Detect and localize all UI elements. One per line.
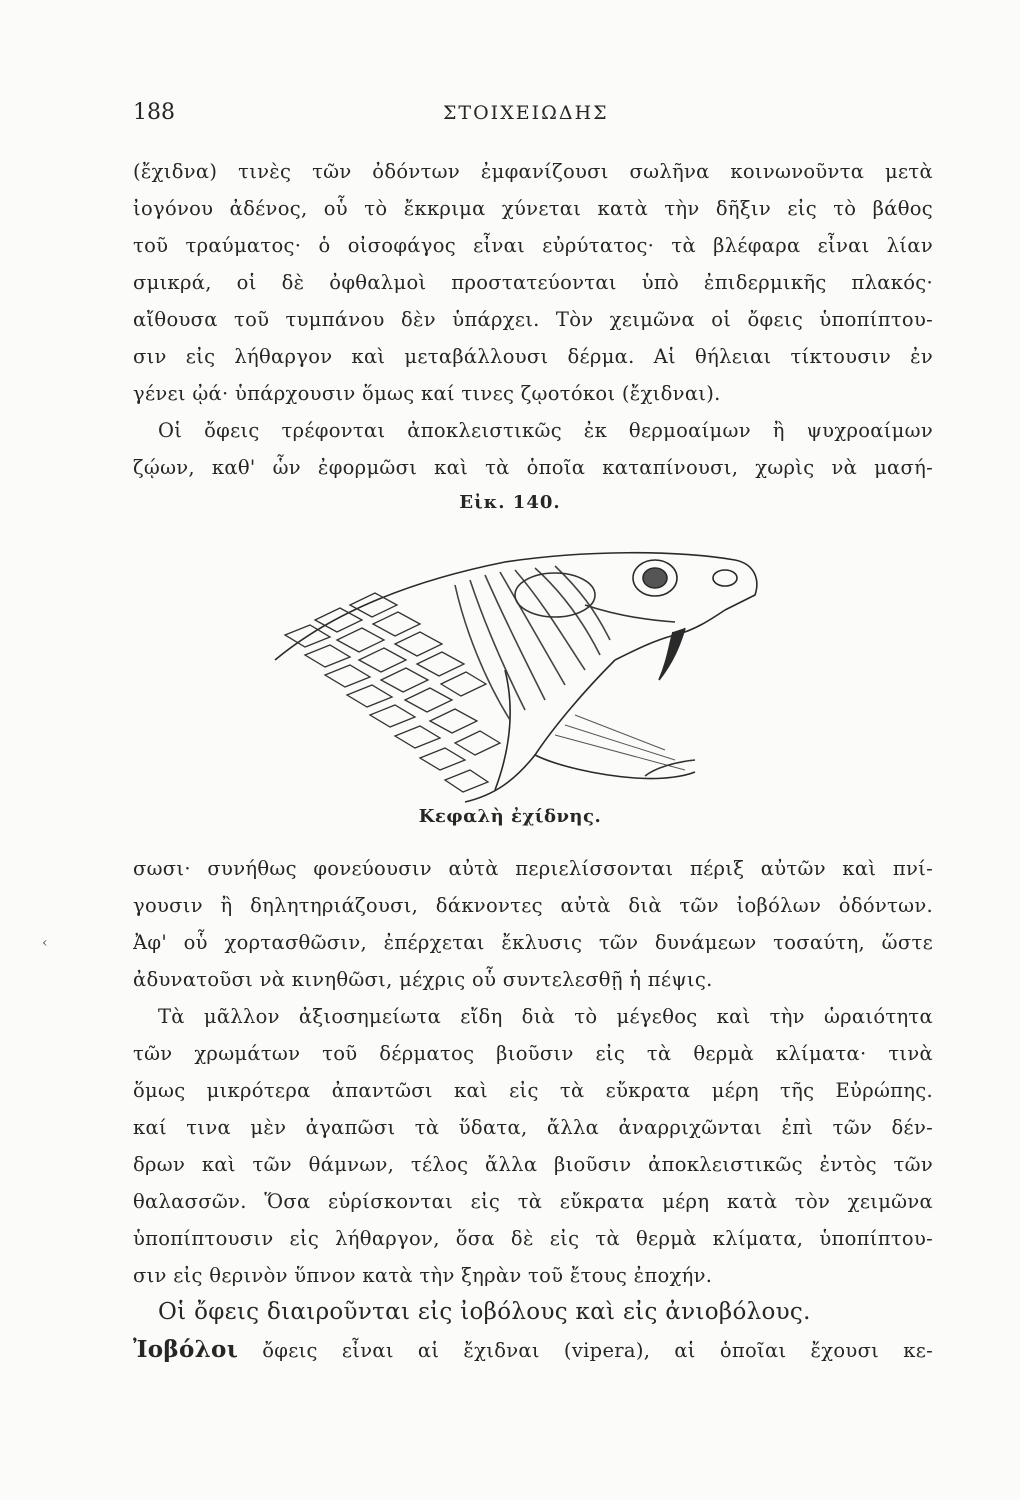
- text-line: (ἔχιδνα) τινὲς τῶν ὀδόντων ἐμφανίζουσι σωλῆνα κοινωνοῦντα μετὰ: [133, 160, 933, 183]
- text-line: θαλασσῶν. Ὅσα εὑρίσκονται εἰς τὰ εὔκρατα μέρη κατὰ τὸν χειμῶνα: [133, 1190, 933, 1213]
- text-line: σιν εἰς λήθαργον καὶ μεταβάλλουσι δέρμα. Αἱ θήλειαι τίκτουσιν ἐν: [133, 345, 933, 368]
- text-line: αἴθουσα τοῦ τυμπάνου δὲν ὑπάρχει. Τὸν χειμῶνα οἱ ὄφεις ὑποπίπτου-: [133, 308, 933, 331]
- text-line: τῶν χρωμάτων τοῦ δέρματος βιοῦσιν εἰς τὰ θερμὰ κλίματα· τινὰ: [133, 1042, 933, 1065]
- text-line-with-term: [133, 1331, 933, 1368]
- text-line: ἰογόνου ἀδένος, οὗ τὸ ἔκκριμα χύνεται κατὰ τὴν δῆξιν εἰς τὸ βάθος: [133, 197, 933, 220]
- bold-term: Ἰοβόλοι: [133, 1336, 239, 1363]
- text-line: ἀδυνατοῦσι νὰ κινηθῶσι, μέχρις οὗ συντελεσθῇ ἡ πέψις.: [133, 968, 713, 991]
- text-line: ὅμως μικρότερα ἀπαντῶσι καὶ εἰς τὰ εὔκρατα μέρη τῆς Εὐρώπης.: [133, 1079, 933, 1102]
- text-line: Τὰ μᾶλλον ἀξιοσημείωτα εἴδη διὰ τὸ μέγεθος καὶ τὴν ὡραιότητα: [158, 1005, 933, 1028]
- text-line: σωσι· συνήθως φονεύουσιν αὐτὰ περιελίσσονται πέριξ αὐτῶν καὶ πνί-: [133, 857, 933, 880]
- page-number: 188: [133, 100, 175, 125]
- text-line: ζῴων, καθ' ὧν ἐφορμῶσι καὶ τὰ ὁποῖα καταπίνουσι, χωρὶς νὰ μασή-: [133, 456, 933, 479]
- viper-head-illustration: [255, 540, 775, 810]
- text-line: ὑποπίπτουσιν εἰς λήθαργον, ὅσα δὲ εἰς τὰ θερμὰ κλίματα, ὑποπίπτου-: [133, 1227, 933, 1250]
- text-block-bottom: [133, 850, 933, 1368]
- figure-label: Εἰκ. 140.: [459, 492, 561, 513]
- text-line: Ἀφ' οὗ χορτασθῶσιν, ἐπέρχεται ἔκλυσις τῶν δυνάμεων τοσαύτη, ὥστε: [133, 931, 933, 954]
- text-line: δρων καὶ τῶν θάμνων, τέλος ἄλλα βιοῦσιν ἀποκλειστικῶς ἐντὸς τῶν: [133, 1153, 933, 1176]
- text-line: σιν εἰς θερινὸν ὕπνον κατὰ τὴν ξηρὰν τοῦ ἔτους ἐποχήν.: [133, 1264, 713, 1287]
- text-block-top: [133, 153, 933, 486]
- running-title: ΣΤΟΙΧΕΙΩΔΗΣ: [443, 102, 609, 124]
- text-line: γουσιν ἢ δηλητηριάζουσι, δάκνοντες αὐτὰ διὰ τῶν ἰοβόλων ὀδόντων.: [133, 894, 933, 917]
- text-line: σμικρά, οἱ δὲ ὀφθαλμοὶ προστατεύονται ὑπὸ ἐπιδερμικῆς πλακός·: [133, 271, 933, 294]
- text-line: γένει ᾠά· ὑπάρχουσιν ὅμως καί τινες ζῳοτόκοι (ἔχιδναι).: [133, 382, 721, 405]
- figure-caption: Κεφαλὴ ἐχίδνης.: [418, 806, 602, 827]
- page-header: [133, 100, 933, 130]
- margin-mark: ‹: [42, 935, 48, 951]
- text-line: Οἱ ὄφεις τρέφονται ἀποκλειστικῶς ἐκ θερμοαίμων ἢ ψυχροαίμων: [158, 419, 933, 442]
- text-line: καί τινα μὲν ἀγαπῶσι τὰ ὕδατα, ἄλλα ἀναρριχῶνται ἐπὶ τῶν δέν-: [133, 1116, 933, 1139]
- text-span: ὄφεις εἶναι αἱ ἔχιδναι (vipera), αἱ ὁποῖαι ἔχουσι κε-: [262, 1339, 933, 1362]
- text-line: Οἱ ὄφεις διαιροῦνται εἰς ἰοβόλους καὶ εἰς ἀνιοβόλους.: [158, 1299, 811, 1325]
- text-line: τοῦ τραύματος· ὁ οἰσοφάγος εἶναι εὐρύτατος· τὰ βλέφαρα εἶναι λίαν: [133, 234, 933, 257]
